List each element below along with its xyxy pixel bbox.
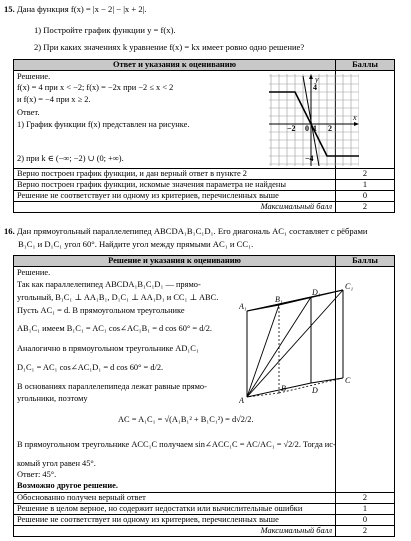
- task15-y-arrow: [309, 74, 313, 79]
- task16-criterion-points: 1: [336, 504, 395, 515]
- task16-label-D: D: [312, 386, 318, 396]
- task16-header-points: Баллы: [336, 256, 395, 267]
- task16-table: [13, 255, 395, 537]
- task16-criterion: Решение не соответствует ни одному из критериев, перечисленных выше: [14, 515, 336, 526]
- task16-sol-line: комый угол равен 45°.: [17, 459, 96, 469]
- task15-max-label: Максимальный балл: [14, 202, 336, 213]
- task15-sol-line: f(x) = 4 при x < −2; f(x) = −2x при −2 ≤ x < 2: [17, 83, 174, 93]
- task16-solution-cell: [14, 267, 354, 493]
- task16-label-B: B: [281, 384, 286, 394]
- task16-statement-line2: B₁C₁ и D₁C₁ угол 60°. Найдите угол между прямыми AC₁ и CC₁.: [18, 239, 254, 249]
- task16-sol-line: Пусть AC₁ = d. В прямоугольном треугольнике: [17, 306, 185, 316]
- task15-criterion: Верно построен график функции, искомые значения параметра не найдены: [14, 180, 336, 191]
- task15-item-1: 1) Постройте график функции y = f(x).: [34, 25, 176, 35]
- task15-tick-4: 4: [313, 83, 317, 93]
- task15-sol-line: Ответ.: [17, 108, 40, 118]
- task16-label-D1: D₁: [312, 288, 321, 298]
- task16-sol-line: В прямоугольном треугольнике ACC₁C получаем sin∠ACC₁C = AC/AC₁ = √2/2. Тогда ис-: [17, 440, 336, 450]
- task16-sol-line: Аналогично в прямоугольном треугольнике AD₁C₁: [17, 344, 199, 354]
- task15-criterion-points: 0: [336, 191, 395, 202]
- task16-sol-line: Так как параллелепипед ABCDA₁B₁C₁D₁ — прямо-: [17, 280, 201, 290]
- task15-tick-2: 2: [328, 124, 332, 134]
- task16-sol-line: Решение.: [17, 268, 51, 278]
- task16-criterion: Обоснованно получен верный ответ: [14, 493, 336, 504]
- task16-header-solution: Решение и указания к оцениванию: [14, 256, 336, 267]
- task15-x-label: x: [353, 113, 357, 123]
- task16-hidden-edges: [247, 305, 343, 397]
- task16-sol-line: угольный, B₁C₁ ⊥ AA₁B₁, D₁C₁ ⊥ AA₁D₁ и CC₁ ⊥ ABC.: [17, 293, 219, 303]
- task16-sol-line: Возможно другое решение.: [17, 481, 118, 491]
- task16-max-points: 2: [336, 526, 395, 537]
- task16-criterion: Решение в целом верное, но содержит недостатки или вычислительные ошибки: [14, 504, 336, 515]
- task15-item-2: 2) При каких значениях k уравнение f(x) = kx имеет ровно одно решение?: [34, 42, 305, 52]
- task15-x-arrow: [354, 122, 359, 126]
- task16-label-A: A: [239, 396, 244, 406]
- task15-graph: [269, 74, 359, 166]
- task16-number: 16.: [4, 226, 15, 236]
- task16-sol-line: В основаниях параллелепипеда лежат равные прямо-: [17, 382, 207, 392]
- task15-tick-0: 0: [305, 124, 309, 134]
- task16-parallelepiped-figure: [239, 275, 357, 405]
- task16-sol-line: Ответ: 45°.: [17, 470, 57, 480]
- task15-sol-line: и f(x) = −4 при x ≥ 2.: [17, 95, 91, 105]
- task16-label-B1: B₁: [275, 295, 283, 305]
- task15-statement-text: Дана функция f(x) = |x − 2| − |x + 2|.: [16, 4, 147, 14]
- task16-sol-line: AC = A₁C₁ = √(A₁B₁² + B₁C₁²) = d√2/2.: [118, 415, 254, 425]
- task15-tick-1: 1: [313, 124, 317, 134]
- task15-criterion-points: 1: [336, 180, 395, 191]
- task15-sol-line: Решение.: [17, 72, 51, 82]
- task16-sol-line: D₁C₁ = AC₁ cos∠AC₁D₁ = d cos 60° = d/2.: [17, 363, 164, 373]
- task15-tick-m4: −4: [305, 154, 314, 164]
- task16-sol-line: угольники, поэтому: [17, 394, 88, 404]
- task16-sol-line: AB₁C₁ имеем B₁C₁ = AC₁ cos∠AC₁B₁ = d cos 60° = d/2.: [17, 324, 212, 334]
- task15-header-points: Баллы: [336, 60, 395, 71]
- task15-tick-m2: −2: [287, 124, 296, 134]
- task16-label-C1: C₁: [345, 282, 354, 292]
- task15-criterion-points: 2: [336, 169, 395, 180]
- task16-max-label: Максимальный балл: [14, 526, 336, 537]
- task16-label-A1: A₁: [239, 302, 247, 312]
- task15-header-solution: Ответ и указания к оцениванию: [14, 60, 336, 71]
- task15-table: [13, 59, 395, 213]
- task15-solution-cell: [14, 71, 357, 169]
- task15-sol-line: 2) при k ∈ (−∞; −2) ∪ (0; +∞).: [17, 154, 124, 164]
- task15-criterion: Решение не соответствует ни одному из критериев, перечисленных выше: [14, 191, 336, 202]
- task16-diagonals: [247, 290, 343, 397]
- task16-criterion-points: 0: [336, 515, 395, 526]
- task15-sol-line: 1) График функции f(x) представлен на рисунке.: [17, 120, 190, 130]
- task16-criterion-points: 2: [336, 493, 395, 504]
- task15-max-points: 2: [336, 202, 395, 213]
- task15-y-label: y: [315, 75, 319, 85]
- task16-statement-line1: Дан прямоугольный параллелепипед ABCDA₁B₁C₁D₁. Его диагональ AC₁ составляет с рёбрами: [16, 226, 368, 236]
- task15-criterion: Верно построен график функции, и дан верный ответ в пункте 2: [14, 169, 336, 180]
- task15-number: 15.: [4, 4, 15, 14]
- task16-label-C: C: [345, 376, 351, 386]
- task15-statement: [4, 4, 147, 14]
- task16-statement: [4, 226, 368, 236]
